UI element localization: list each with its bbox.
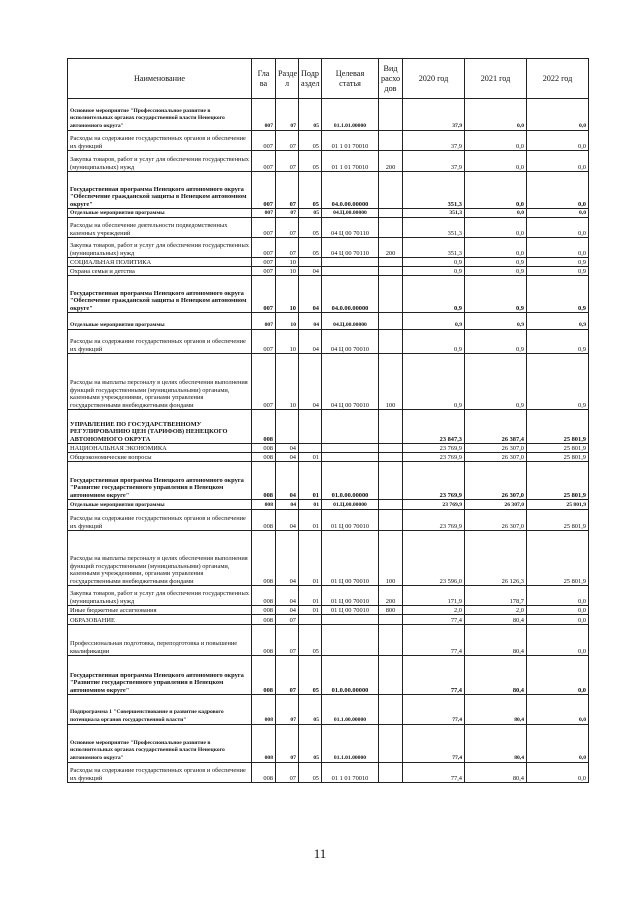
cell-name: Основное мероприятие "Профессиональное развитие в исполнительных органах государственной власти Ненецкого автономного округа" xyxy=(68,725,252,763)
cell-razdel: 07 xyxy=(276,218,299,238)
cell-2021: 26 307,0 xyxy=(465,462,527,500)
cell-razdel: 07 xyxy=(276,99,299,131)
cell-2021: 0,0 xyxy=(465,218,527,238)
cell-name: Государственная программа Ненецкого автономного округа "Развитие государственного управления в Ненецком автономном округе" xyxy=(68,462,252,500)
cell-2021: 0,9 xyxy=(465,267,527,276)
table-row xyxy=(68,258,589,267)
cell-name: Расходы на содержание государственных органов и обеспечение их функций xyxy=(68,510,252,531)
table-row xyxy=(68,151,589,172)
cell-name: Охрана семьи и детства xyxy=(68,267,252,276)
cell-glava: 007 xyxy=(252,330,276,354)
cell-podrazdel: 04 xyxy=(299,330,322,354)
cell-name: Отдельные мероприятия программы xyxy=(68,500,252,510)
cell-glava: 008 xyxy=(252,725,276,763)
cell-2021: 0,9 xyxy=(465,313,527,330)
cell-target: 04 Ц 00 70110 xyxy=(322,218,379,238)
cell-vid: 200 xyxy=(379,238,403,258)
cell-2022: 0,0 xyxy=(527,625,589,656)
cell-2021: 80,4 xyxy=(465,656,527,695)
table-row xyxy=(68,695,589,725)
cell-podrazdel: 05 xyxy=(299,725,322,763)
cell-vid xyxy=(379,453,403,462)
cell-target: 01 Ц 00 70010 xyxy=(322,606,379,615)
cell-name: Закупка товаров, работ и услуг для обеспечения государственных (муниципальных) нужд xyxy=(68,238,252,258)
cell-name: НАЦИОНАЛЬНАЯ ЭКОНОМИКА xyxy=(68,444,252,453)
table-row xyxy=(68,625,589,656)
cell-2022: 25 801,9 xyxy=(527,444,589,453)
cell-name: Государственная программа Ненецкого автономного округа "Обеспечение гражданской защиты в Ненецком автономном округе" xyxy=(68,276,252,313)
cell-podrazdel: 05 xyxy=(299,625,322,656)
cell-2020: 77,4 xyxy=(403,625,465,656)
cell-target: 01.Ц.00.00000 xyxy=(322,500,379,510)
cell-target: 01.1.01.00000 xyxy=(322,725,379,763)
cell-name: Общеэкономические вопросы xyxy=(68,453,252,462)
cell-vid xyxy=(379,330,403,354)
cell-2020: 23 847,3 xyxy=(403,410,465,444)
table-row xyxy=(68,410,589,444)
cell-2022: 0,9 xyxy=(527,267,589,276)
header-target: Целевая статья xyxy=(322,59,379,99)
cell-podrazdel xyxy=(299,410,322,444)
cell-glava: 007 xyxy=(252,131,276,151)
cell-2022: 25 801,9 xyxy=(527,453,589,462)
cell-target xyxy=(322,267,379,276)
cell-podrazdel: 01 xyxy=(299,531,322,586)
cell-glava: 008 xyxy=(252,695,276,725)
cell-target xyxy=(322,258,379,267)
cell-2021: 26 307,0 xyxy=(465,444,527,453)
cell-2021: 0,0 xyxy=(465,99,527,131)
cell-glava: 008 xyxy=(252,656,276,695)
cell-razdel: 10 xyxy=(276,276,299,313)
cell-podrazdel: 01 xyxy=(299,462,322,500)
cell-2021: 0,0 xyxy=(465,151,527,172)
cell-2021: 0,9 xyxy=(465,276,527,313)
cell-2020: 77,4 xyxy=(403,763,465,783)
cell-razdel: 07 xyxy=(276,695,299,725)
cell-glava: 007 xyxy=(252,99,276,131)
cell-target: 01 Ц 00 70010 xyxy=(322,586,379,606)
cell-razdel: 10 xyxy=(276,354,299,410)
cell-vid: 200 xyxy=(379,586,403,606)
cell-2022: 0,9 xyxy=(527,354,589,410)
cell-2020: 77,4 xyxy=(403,695,465,725)
cell-2020: 2,0 xyxy=(403,606,465,615)
cell-glava: 008 xyxy=(252,462,276,500)
cell-2022: 0,9 xyxy=(527,313,589,330)
cell-podrazdel: 05 xyxy=(299,131,322,151)
header-podrazdel: Подр аздел xyxy=(299,59,322,99)
cell-target: 04 Ц 00 70110 xyxy=(322,238,379,258)
cell-podrazdel: 04 xyxy=(299,276,322,313)
cell-2020: 77,4 xyxy=(403,656,465,695)
cell-podrazdel: 05 xyxy=(299,209,322,218)
cell-vid xyxy=(379,410,403,444)
header-razdel: Разде л xyxy=(276,59,299,99)
cell-razdel: 04 xyxy=(276,444,299,453)
cell-2022: 0,0 xyxy=(527,606,589,615)
cell-glava: 008 xyxy=(252,586,276,606)
cell-glava: 008 xyxy=(252,763,276,783)
cell-name: Государственная программа Ненецкого автономного округа "Обеспечение гражданской защиты в Ненецком автономном округе" xyxy=(68,172,252,209)
cell-vid xyxy=(379,462,403,500)
cell-razdel: 04 xyxy=(276,510,299,531)
cell-2020: 23 769,9 xyxy=(403,444,465,453)
cell-vid xyxy=(379,725,403,763)
cell-2022: 25 801,9 xyxy=(527,510,589,531)
cell-2020: 37,9 xyxy=(403,131,465,151)
table-row xyxy=(68,656,589,695)
cell-2021: 26 307,0 xyxy=(465,453,527,462)
table-row xyxy=(68,172,589,209)
cell-2020: 37,9 xyxy=(403,151,465,172)
cell-name: Отдельные мероприятия программы xyxy=(68,209,252,218)
cell-2021: 0,9 xyxy=(465,330,527,354)
cell-target: 01.0.00.00000 xyxy=(322,656,379,695)
cell-2020: 0,9 xyxy=(403,313,465,330)
cell-name: Расходы на содержание государственных органов и обеспечение их функций xyxy=(68,763,252,783)
cell-vid xyxy=(379,218,403,238)
cell-2022: 25 801,9 xyxy=(527,462,589,500)
cell-podrazdel: 05 xyxy=(299,99,322,131)
cell-razdel: 07 xyxy=(276,151,299,172)
cell-2021: 0,9 xyxy=(465,258,527,267)
cell-name: Расходы на выплаты персоналу в целях обеспечения выполнения функций государственными (муниципальными) органами, казенными учреждениями, органами управления государственными внебюджетными фондами xyxy=(68,531,252,586)
cell-vid xyxy=(379,763,403,783)
cell-name: Профессиональная подготовка, переподготовка и повышение квалификации xyxy=(68,625,252,656)
cell-name: Подпрограмма 1 "Совершенствование и развитие кадрового потенциала органов государственной власти" xyxy=(68,695,252,725)
cell-2022: 0,0 xyxy=(527,218,589,238)
cell-razdel: 04 xyxy=(276,606,299,615)
cell-glava: 008 xyxy=(252,615,276,625)
table-row xyxy=(68,209,589,218)
cell-target: 01.0.00.00000 xyxy=(322,462,379,500)
cell-name: Основное мероприятие "Профессиональное развитие в исполнительных органах государственной власти Ненецкого автономного округа" xyxy=(68,99,252,131)
cell-vid xyxy=(379,258,403,267)
cell-podrazdel: 04 xyxy=(299,354,322,410)
table-row xyxy=(68,218,589,238)
cell-2020: 0,9 xyxy=(403,354,465,410)
table-header-row xyxy=(68,59,589,99)
cell-2022: 0,9 xyxy=(527,258,589,267)
cell-podrazdel: 05 xyxy=(299,695,322,725)
cell-razdel xyxy=(276,410,299,444)
cell-target: 01.1.00.00000 xyxy=(322,695,379,725)
cell-podrazdel: 05 xyxy=(299,218,322,238)
cell-2020: 351,3 xyxy=(403,238,465,258)
cell-podrazdel xyxy=(299,615,322,625)
cell-name: Расходы на содержание государственных органов и обеспечение их функций xyxy=(68,330,252,354)
cell-podrazdel: 01 xyxy=(299,500,322,510)
cell-target: 01 1 01 70010 xyxy=(322,151,379,172)
cell-target: 04.0.00.00000 xyxy=(322,172,379,209)
cell-2021: 26 307,0 xyxy=(465,500,527,510)
cell-glava: 008 xyxy=(252,606,276,615)
cell-2021: 0,0 xyxy=(465,238,527,258)
cell-2020: 351,3 xyxy=(403,209,465,218)
cell-vid xyxy=(379,131,403,151)
cell-razdel: 07 xyxy=(276,763,299,783)
cell-vid xyxy=(379,172,403,209)
cell-2020: 37,9 xyxy=(403,99,465,131)
cell-name: СОЦИАЛЬНАЯ ПОЛИТИКА xyxy=(68,258,252,267)
cell-2021: 26 387,4 xyxy=(465,410,527,444)
table-row xyxy=(68,500,589,510)
table-row xyxy=(68,531,589,586)
cell-name: Отдельные мероприятия программы xyxy=(68,313,252,330)
cell-razdel: 04 xyxy=(276,531,299,586)
cell-vid xyxy=(379,625,403,656)
cell-glava: 007 xyxy=(252,276,276,313)
cell-name: Расходы на выплаты персоналу в целях обеспечения выполнения функций государственными (муниципальными) органами, казенными учреждениями, органами управления государственными внебюджетными фондами xyxy=(68,354,252,410)
table-body xyxy=(68,99,589,783)
cell-2022: 0,0 xyxy=(527,131,589,151)
cell-target: 04 Ц 00 70010 xyxy=(322,354,379,410)
table-row xyxy=(68,354,589,410)
cell-2020: 23 769,9 xyxy=(403,453,465,462)
cell-2020: 77,4 xyxy=(403,615,465,625)
cell-name: Иные бюджетные ассигнования xyxy=(68,606,252,615)
cell-2022: 25 801,9 xyxy=(527,531,589,586)
cell-2020: 0,9 xyxy=(403,276,465,313)
cell-2020: 0,9 xyxy=(403,267,465,276)
cell-glava: 007 xyxy=(252,354,276,410)
cell-2022: 0,9 xyxy=(527,330,589,354)
cell-2022: 0,0 xyxy=(527,656,589,695)
cell-2022: 25 801,9 xyxy=(527,500,589,510)
cell-glava: 008 xyxy=(252,410,276,444)
cell-razdel: 07 xyxy=(276,209,299,218)
table-row xyxy=(68,238,589,258)
cell-2022: 0,0 xyxy=(527,695,589,725)
cell-2022: 0,0 xyxy=(527,586,589,606)
table-row xyxy=(68,586,589,606)
cell-name: ОБРАЗОВАНИЕ xyxy=(68,615,252,625)
cell-razdel: 10 xyxy=(276,267,299,276)
cell-glava: 007 xyxy=(252,151,276,172)
header-2022: 2022 год xyxy=(527,59,589,99)
cell-podrazdel: 05 xyxy=(299,238,322,258)
cell-vid xyxy=(379,313,403,330)
cell-2021: 0,0 xyxy=(465,209,527,218)
cell-target xyxy=(322,410,379,444)
cell-2022: 0,0 xyxy=(527,99,589,131)
cell-2021: 80,4 xyxy=(465,763,527,783)
cell-glava: 008 xyxy=(252,510,276,531)
cell-glava: 007 xyxy=(252,258,276,267)
table-row xyxy=(68,615,589,625)
cell-target: 04.Ц.00.00000 xyxy=(322,209,379,218)
cell-glava: 007 xyxy=(252,267,276,276)
cell-name: УПРАВЛЕНИЕ ПО ГОСУДАРСТВЕННОМУ РЕГУЛИРОВАНИЮ ЦЕН (ТАРИФОВ) НЕНЕЦКОГО АВТОНОМНОГО ОКРУГА xyxy=(68,410,252,444)
cell-2020: 77,4 xyxy=(403,725,465,763)
cell-podrazdel: 05 xyxy=(299,151,322,172)
header-2020: 2020 год xyxy=(403,59,465,99)
cell-target xyxy=(322,615,379,625)
cell-podrazdel: 05 xyxy=(299,172,322,209)
cell-2022: 0,0 xyxy=(527,615,589,625)
cell-vid xyxy=(379,500,403,510)
cell-target: 01 Ц 00 70010 xyxy=(322,510,379,531)
cell-razdel: 07 xyxy=(276,238,299,258)
cell-2021: 80,4 xyxy=(465,725,527,763)
cell-target xyxy=(322,625,379,656)
cell-name: Расходы на обеспечение деятельности подведомственных казенных учреждений xyxy=(68,218,252,238)
page-number: 11 xyxy=(313,846,327,861)
cell-podrazdel: 01 xyxy=(299,606,322,615)
cell-2020: 171,9 xyxy=(403,586,465,606)
cell-podrazdel: 01 xyxy=(299,586,322,606)
table-row xyxy=(68,99,589,131)
table-row xyxy=(68,444,589,453)
cell-razdel: 07 xyxy=(276,625,299,656)
cell-podrazdel: 01 xyxy=(299,453,322,462)
cell-glava: 007 xyxy=(252,238,276,258)
cell-target xyxy=(322,444,379,453)
cell-podrazdel: 05 xyxy=(299,656,322,695)
header-2021: 2021 год xyxy=(465,59,527,99)
table-row xyxy=(68,276,589,313)
cell-vid: 100 xyxy=(379,354,403,410)
cell-vid xyxy=(379,510,403,531)
cell-2021: 0,9 xyxy=(465,354,527,410)
cell-razdel: 10 xyxy=(276,258,299,267)
header-glava: Гла ва xyxy=(252,59,276,99)
cell-2021: 0,0 xyxy=(465,172,527,209)
cell-vid: 200 xyxy=(379,151,403,172)
cell-vid xyxy=(379,656,403,695)
cell-vid: 100 xyxy=(379,531,403,586)
table-row xyxy=(68,131,589,151)
cell-vid xyxy=(379,209,403,218)
cell-target: 01 1 01 70010 xyxy=(322,763,379,783)
cell-vid xyxy=(379,99,403,131)
cell-target: 04.0.00.00000 xyxy=(322,276,379,313)
cell-podrazdel: 05 xyxy=(299,763,322,783)
table-row xyxy=(68,330,589,354)
cell-name: Расходы на содержание государственных органов и обеспечение их функций xyxy=(68,131,252,151)
cell-target: 04 Ц 00 70010 xyxy=(322,330,379,354)
cell-podrazdel: 01 xyxy=(299,510,322,531)
cell-razdel: 04 xyxy=(276,586,299,606)
cell-2020: 351,3 xyxy=(403,218,465,238)
cell-2020: 23 596,0 xyxy=(403,531,465,586)
cell-glava: 008 xyxy=(252,500,276,510)
cell-razdel: 04 xyxy=(276,500,299,510)
cell-2022: 0,0 xyxy=(527,209,589,218)
cell-2021: 178,7 xyxy=(465,586,527,606)
cell-glava: 007 xyxy=(252,209,276,218)
cell-2020: 23 769,9 xyxy=(403,462,465,500)
cell-glava: 007 xyxy=(252,313,276,330)
table-row xyxy=(68,725,589,763)
cell-target: 01 1 01 70010 xyxy=(322,131,379,151)
cell-glava: 008 xyxy=(252,444,276,453)
cell-glava: 008 xyxy=(252,625,276,656)
cell-name: Закупка товаров, работ и услуг для обеспечения государственных (муниципальных) нужд xyxy=(68,586,252,606)
cell-podrazdel: 04 xyxy=(299,313,322,330)
cell-2020: 0,9 xyxy=(403,330,465,354)
cell-glava: 007 xyxy=(252,218,276,238)
cell-target: 01 Ц 00 70010 xyxy=(322,531,379,586)
cell-2020: 23 769,9 xyxy=(403,510,465,531)
cell-razdel: 07 xyxy=(276,172,299,209)
header-vid: Вид расхо дов xyxy=(379,59,403,99)
table-row xyxy=(68,462,589,500)
cell-podrazdel xyxy=(299,258,322,267)
cell-2022: 0,0 xyxy=(527,763,589,783)
cell-2021: 80,4 xyxy=(465,695,527,725)
cell-2022: 0,0 xyxy=(527,238,589,258)
table-row xyxy=(68,606,589,615)
cell-target xyxy=(322,453,379,462)
cell-razdel: 07 xyxy=(276,131,299,151)
cell-2021: 80,4 xyxy=(465,615,527,625)
table-row xyxy=(68,313,589,330)
cell-2020: 351,3 xyxy=(403,172,465,209)
table-row xyxy=(68,267,589,276)
cell-vid xyxy=(379,615,403,625)
cell-2020: 0,9 xyxy=(403,258,465,267)
cell-2022: 0,0 xyxy=(527,151,589,172)
cell-target: 01.1.01.00000 xyxy=(322,99,379,131)
cell-razdel: 10 xyxy=(276,313,299,330)
cell-podrazdel xyxy=(299,444,322,453)
cell-razdel: 04 xyxy=(276,453,299,462)
cell-2022: 0,0 xyxy=(527,725,589,763)
budget-table xyxy=(67,58,589,783)
cell-vid xyxy=(379,267,403,276)
cell-name: Закупка товаров, работ и услуг для обеспечения государственных (муниципальных) нужд xyxy=(68,151,252,172)
cell-razdel: 07 xyxy=(276,725,299,763)
cell-2020: 23 769,9 xyxy=(403,500,465,510)
cell-glava: 007 xyxy=(252,172,276,209)
header-name: Наименование xyxy=(68,59,252,99)
cell-vid: 800 xyxy=(379,606,403,615)
cell-2021: 0,0 xyxy=(465,131,527,151)
cell-vid xyxy=(379,444,403,453)
cell-2021: 80,4 xyxy=(465,625,527,656)
cell-name: Государственная программа Ненецкого автономного округа "Развитие государственного управления в Ненецком автономном округе" xyxy=(68,656,252,695)
cell-2022: 0,0 xyxy=(527,172,589,209)
cell-2021: 2,0 xyxy=(465,606,527,615)
cell-razdel: 04 xyxy=(276,462,299,500)
cell-target: 04.Ц.00.00000 xyxy=(322,313,379,330)
cell-glava: 008 xyxy=(252,531,276,586)
cell-2022: 0,9 xyxy=(527,276,589,313)
cell-vid xyxy=(379,695,403,725)
cell-glava: 008 xyxy=(252,453,276,462)
table-row xyxy=(68,453,589,462)
cell-razdel: 07 xyxy=(276,656,299,695)
cell-2021: 26 126,3 xyxy=(465,531,527,586)
cell-podrazdel: 04 xyxy=(299,267,322,276)
cell-2021: 26 307,0 xyxy=(465,510,527,531)
table-row xyxy=(68,510,589,531)
cell-razdel: 10 xyxy=(276,330,299,354)
cell-2022: 25 801,9 xyxy=(527,410,589,444)
cell-razdel: 07 xyxy=(276,615,299,625)
table-row xyxy=(68,763,589,783)
cell-vid xyxy=(379,276,403,313)
